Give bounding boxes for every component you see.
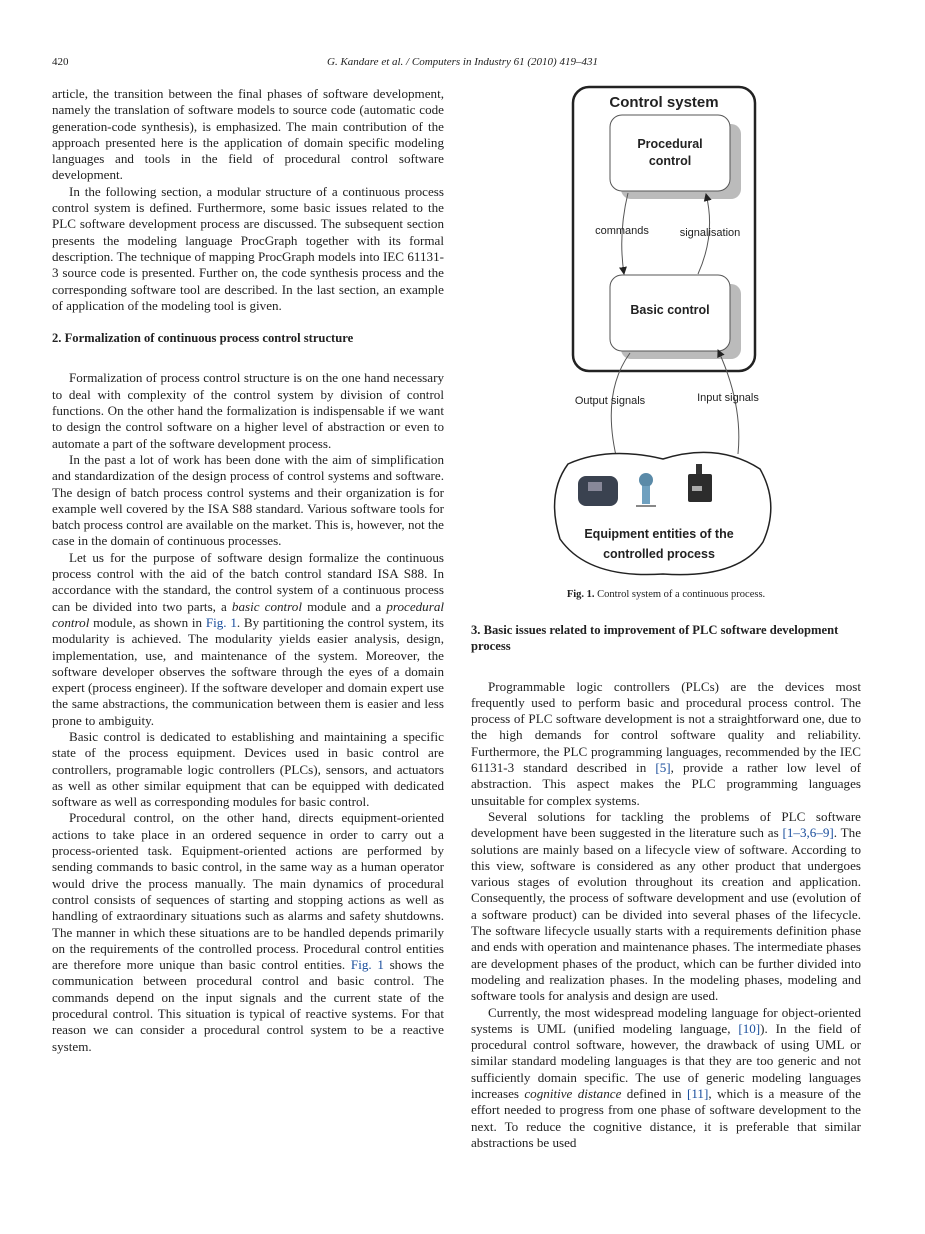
procedural-label-1: Procedural bbox=[637, 137, 703, 151]
paragraph bbox=[52, 184, 444, 314]
equipment-label-1: Equipment entities of the bbox=[584, 527, 734, 541]
text-run: Basic control is dedicated to establishing and maintaining a specific state of the process equipment. Devices used in basic control are controllers, programable logic controllers (PLCs), sensors, and actuators as well as other similar equipment that can be equipped with dedicated software as well as corresponding modules for basic control. bbox=[52, 728, 444, 810]
reference-link[interactable]: [10] bbox=[738, 1020, 761, 1036]
left-column bbox=[52, 86, 444, 1055]
basic-control-label: Basic control bbox=[630, 303, 710, 317]
running-title: G. Kandare et al. / Computers in Industry 61 (2010) 419–431 bbox=[327, 56, 598, 68]
text-run: article, the transition between the final phases of software development, namely the translation of software models to source code (automatic code generation-code synthesis), is emphasized. The main contribution of the approach presented here is the application of domain specific modeling languages and tools in the field of procedural control software development. bbox=[52, 86, 444, 183]
paragraph bbox=[471, 679, 861, 809]
paragraph bbox=[471, 809, 861, 1005]
section-2-paragraphs bbox=[52, 370, 444, 1054]
text-run: In the following section, a modular structure of a continuous process control system is defined. Furthermore, some basic issues related to the PLC software development process are discussed. The subsequent section presents the modeling language ProcGraph together with its formal description. The technique of mapping ProcGraph models into IEC 61131-3 source code is presented. Further on, the code synthesis process and the corresponding software tool are described. In the last section, an example of application of the modeling tool is given. bbox=[52, 183, 444, 313]
paragraph bbox=[52, 550, 444, 729]
reference-link[interactable]: [1–3,6–9] bbox=[782, 825, 834, 841]
text-run: . The solutions are mainly based on a lifecycle view of software. According to this view, software is considered as any other product that undergoes various stages of evolution throughout its creation and application. Consequently, the process of software development and use (evolution of a software product) can be divided into several phases of the lifecycle. The software lifecycle usually starts with a requirements definition phase and ends with operation and maintenance phases. The intermediate phases are development phases of the product, which can be further divided into modeling and realization phases. In the modeling phases, modeling and software tools for analysis and design are used. bbox=[471, 825, 862, 1004]
equipment-label-2: controlled process bbox=[603, 547, 715, 561]
text-run: module and a bbox=[301, 598, 387, 614]
text-run: Several solutions for tackling the problems of PLC software development have been suggested in the literature such as bbox=[471, 808, 861, 841]
text-run: module, as shown in bbox=[89, 614, 206, 630]
procedural-control-box bbox=[610, 115, 730, 191]
right-column bbox=[471, 622, 861, 1151]
text-run: Currently, the most widespread modeling language for object-oriented systems is UML (unified modeling language, bbox=[471, 1004, 861, 1036]
text-run: , provide a rather low level of abstraction. This aspect makes the PLC programming languages unsuitable for complex systems. bbox=[471, 760, 862, 808]
control-system-title: Control system bbox=[609, 94, 719, 111]
input-signals-label: Input signals bbox=[697, 392, 759, 404]
italic-term: procedural control bbox=[52, 598, 445, 630]
text-run: Procedural control, on the other hand, directs equipment-oriented actions to take place in an ordered sequence in order to carry out a process-oriented task. Equipment-oriented actions are performed by sending commands to basic control, in the same way as a human operator would drive the process manually. The main dynamics of procedural control consists of sequences of starting and stopping actions as well as handling of extraordinary situations such as alarms and safety shutdowns. The manner in which these situations are to be handled depends primarily on the requirements of the controlled process. Procedural control entities are therefore more unique than basic control entities. bbox=[52, 810, 444, 973]
reference-link[interactable]: Fig. 1 bbox=[350, 957, 384, 973]
italic-term: basic control bbox=[231, 598, 302, 614]
output-signals-label: Output signals bbox=[574, 395, 646, 407]
motor-icon bbox=[578, 476, 618, 506]
paragraph bbox=[471, 1005, 861, 1152]
reference-link[interactable]: Fig. 1 bbox=[205, 614, 237, 630]
signalisation-label: signalisation bbox=[679, 227, 741, 239]
paragraph bbox=[52, 810, 444, 1054]
reference-link[interactable]: [5] bbox=[655, 760, 671, 776]
caption-text: Control system of a continuous process. bbox=[594, 589, 766, 600]
section-3-paragraphs bbox=[471, 679, 861, 1152]
paragraph bbox=[52, 729, 444, 810]
text-run: Programmable logic controllers (PLCs) are the devices most frequently used to perform basic and procedural process control. The process of PLC software development is not a straightforward one, due to the high demands for control software quality and reliability. Furthermore, the PLC programming languages, recommended by the IEC 61131-3 standard described in bbox=[471, 678, 861, 776]
text-run: defined in bbox=[621, 1086, 687, 1102]
section-heading-3: 3. Basic issues related to improvement of PLC software development process bbox=[471, 623, 839, 654]
paragraph bbox=[52, 86, 444, 184]
caption-label: Fig. 1. bbox=[566, 589, 595, 600]
intro-paragraphs bbox=[52, 86, 444, 314]
italic-term: cognitive distance bbox=[524, 1086, 622, 1102]
text-run: In the past a lot of work has been done with the aim of simplification and standardization of the design process of control systems and software. The design of batch process control systems and their organization is for example well covered by the ISA S88 standard. Various software tools for batch process control are available on the market. This is, however, not the case in the domain of continuous processes. bbox=[52, 451, 444, 549]
procedural-label-2: control bbox=[648, 154, 692, 168]
text-run: . By partitioning the control system, its modularity is achieved. The modularity yields easier analysis, design, implementation, use, and maintenance of the system. Moreover, the software developer observes the software through the eyes of a domain expert (process engineer). If the software developer and domain expert use the same abstractions, the communication between them is easier and less prone to ambiguity. bbox=[52, 614, 445, 728]
figure-control-system bbox=[548, 84, 778, 580]
text-run: , which is a measure of the effort needed to progress from one phase of software development to the next. To reduce the cognitive distance, it is preferable that similar abstractions be used bbox=[471, 1086, 861, 1150]
page-number: 420 bbox=[52, 56, 69, 68]
text-run: shows the communication between procedural control and basic control. The commands depend on the input signals and the current state of the procedural control. This situation is typical of reactive systems. For that reason we can consider a procedural control system to be a reactive system. bbox=[52, 957, 445, 1054]
text-run: Let us for the purpose of software design formalize the continuous process control with the aid of the batch control standard ISA S88. In accordance with the standard, the control system of a continuous process can be divided into two parts, a bbox=[52, 549, 444, 614]
figure-caption bbox=[471, 589, 861, 600]
reference-link[interactable]: [11] bbox=[687, 1086, 709, 1102]
text-run: Formalization of process control structure is on the one hand necessary to deal with complexity of the control system by division of control functions. On the other hand the formalization is indispensable if we want to design the control software on a higher level of abstraction or even to automate a part of the software development process. bbox=[52, 370, 444, 451]
paragraph bbox=[52, 370, 444, 451]
commands-label: commands bbox=[595, 225, 649, 237]
paragraph bbox=[52, 452, 444, 550]
text-run: ). In the field of procedural control software, however, the drawback of using UML or similar standard modeling languages is that they are too generic and not sufficiently domain specific. The use of generic modeling languages increases bbox=[471, 1020, 861, 1102]
section-heading-2: 2. Formalization of continuous process control structure bbox=[52, 331, 354, 346]
